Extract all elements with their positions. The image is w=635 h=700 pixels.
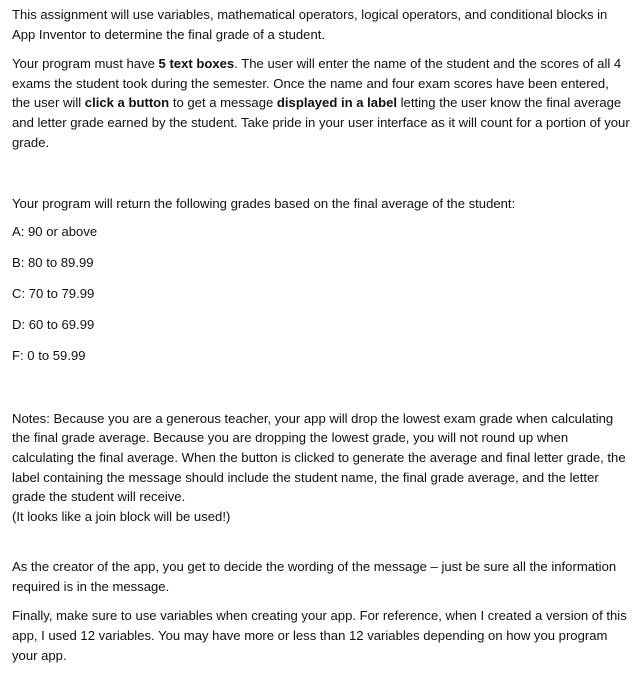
finally-paragraph: Finally, make sure to use variables when creating your app. For reference, when I created a version of this app, I used 12 variables. You may have more or less than 12 variables depending on how you program your app. [12,608,627,663]
grade-item-c: C: 70 to 79.99 [12,285,95,301]
grade-item-d: D: 60 to 69.99 [12,317,95,333]
creator-paragraph: As the creator of the app, you get to decide the wording of the message – just be sure all the information required is in the message. [12,559,617,594]
grade-item-b: B: 80 to 89.99 [12,254,94,270]
grades-lead-paragraph: Your program will return the following grades based on the final average of the student: [12,196,516,212]
req-bold-displayed-label: displayed in a label [276,95,397,111]
notes-paragraph: Notes: Because you are a generous teacher, your app will drop the lowest exam grade when calculating the final grade average. Because you are dropping the lowest grade, you will not round up when calculating the final average. When the button is clicked to generate the average and final letter grade, the label containing the message should include the student name, the final grade average, and the letter grade the student will receive. [12,410,626,505]
req-text-2: . The user will enter the name of the student and the scores of all 4 exams the student took during the semester. Once the name and four exam scores have been entered, the user will [12,56,622,111]
req-text-4: letting the user know the final average and letter grade earned by the student. Take pride in your user interface as it will count for a portion of your grade. [12,95,630,150]
intro-paragraph: This assignment will use variables, mathematical operators, logical operators, and conditional blocks in App Inventor to determine the final grade of a student. [12,7,608,42]
requirements-paragraph [12,54,630,152]
notes-join-hint: (It looks like a join block will be used!) [12,508,231,524]
req-text-3: to get a message [169,95,277,111]
grade-item-f: F: 0 to 59.99 [12,348,86,364]
req-bold-click-button: click a button [84,95,170,111]
req-text-1: Your program must have [12,56,159,72]
grade-item-a: A: 90 or above [12,223,98,239]
notes-section [12,409,630,527]
req-bold-text-boxes: 5 text boxes [158,56,235,72]
assignment-document [12,5,630,665]
